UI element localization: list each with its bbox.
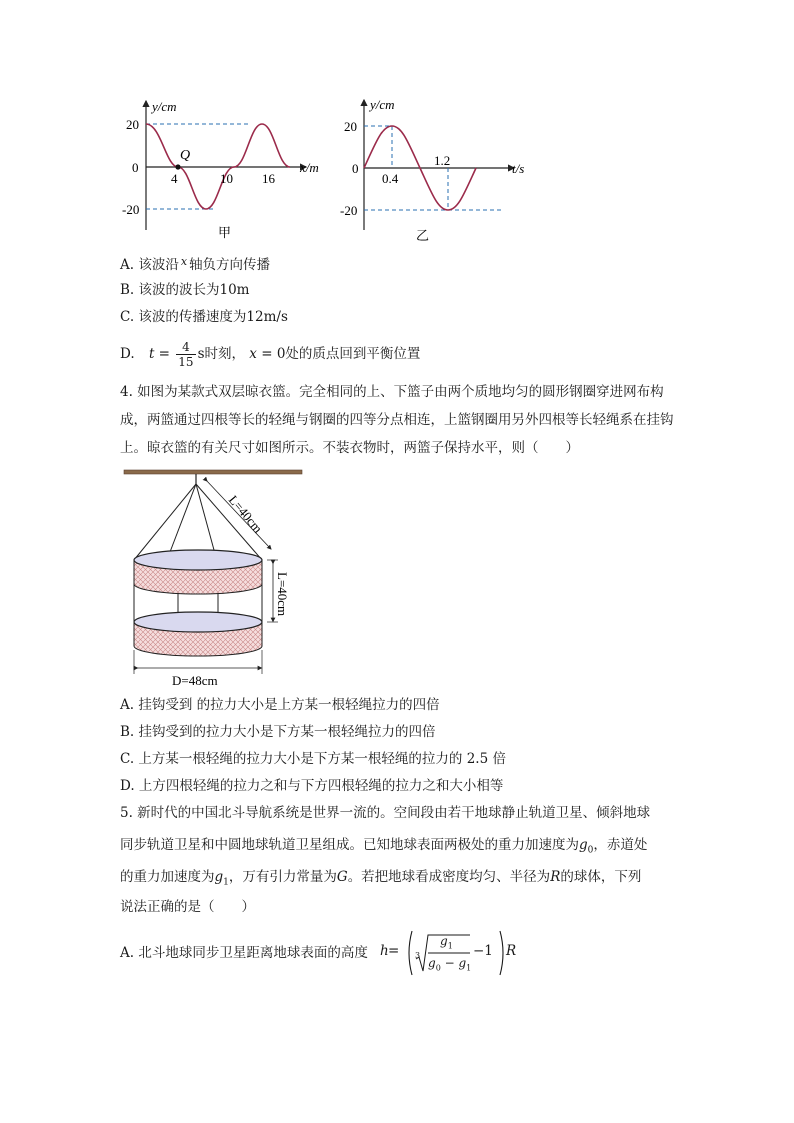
point-q: [175, 164, 180, 169]
y-tick-zero: 0: [132, 160, 139, 175]
point-q-label: Q: [180, 148, 191, 163]
lower-ring: [134, 612, 262, 632]
q5-line-4: 说法正确的是（ ）: [120, 899, 255, 915]
x-axis-label: x/m: [300, 160, 319, 175]
q4-option-c: C. 上方某一根轻绳的拉力大小是下方某一根轻绳的拉力的 2.5 倍: [120, 751, 506, 767]
q5-line-2: 同步轨道卫星和中圆地球轨道卫星组成。已知地球表面两极处的重力加速度为$g_0$，赤道处: [120, 837, 648, 856]
q4-option-d: D. 上方四根轻绳的拉力之和与下方四根轻绳的拉力之和大小相等: [120, 778, 504, 794]
option-a: A. 该波沿 $^x$ 轴负方向传播: [120, 255, 271, 273]
y-tick-zero: 0: [352, 161, 359, 176]
q5-option-a: A. 北斗地球同步卫星距离地球表面的高度: [120, 945, 368, 961]
question-4-stem: 4. 如图为某款式双层晾衣篮。完全相同的上、下篮子由两个质地均匀的圆形钢圈穿进网布构成，两篮通过四根等长的轻绳与钢圈的四等分点相连，上篮钢圈用另外四根等长轻绳系在挂钩上。晾衣篮的有关尺寸如图所示。不装衣物时，两篮子保持水平，则（ ）: [120, 384, 674, 456]
dim-diameter: D=48cm: [172, 673, 218, 688]
x-tick-4: 4: [171, 171, 178, 186]
y-tick-bottom: -20: [122, 202, 140, 217]
option-c: C. 该波的传播速度为12m/s: [120, 309, 288, 325]
option-d: D. t = $\frac{4}{15}$ s时刻， x = 0处的质点回到平衡位置: [120, 340, 421, 369]
dim-upper-rope: L=40cm: [225, 492, 266, 536]
figure-caption-jia: 甲: [218, 225, 232, 240]
vibration-graph-yi: [336, 92, 546, 247]
dim-lower-rope: L=40cm: [275, 572, 290, 617]
fraction-4-15: $\frac{4}{15}$: [178, 340, 194, 369]
height-formula: h = 3 $g_1$ $g_0 - g_1$ −1 R: [380, 929, 530, 977]
option-b: B. 该波的波长为10m: [120, 282, 250, 298]
drying-basket-figure: [118, 462, 318, 690]
y-axis-label: y/cm: [370, 97, 395, 112]
t-tick-0.4: 0.4: [382, 171, 399, 186]
wave-graph-jia: [118, 95, 338, 245]
x-tick-16: 16: [262, 171, 275, 186]
y-tick-top: 20: [344, 119, 357, 134]
figure-caption-yi: 乙: [416, 228, 430, 243]
q5-line-3: 的重力加速度为$g_1$，万有引力常量为G。若把地球看成密度均匀、半径为R的球体，下列: [120, 869, 642, 888]
y-axis-label: y/cm: [152, 99, 177, 114]
t-tick-1.2: 1.2: [434, 153, 451, 168]
q4-option-b: B. 挂钩受到的拉力大小是下方某一根轻绳拉力的四倍: [120, 724, 436, 740]
y-tick-bottom: -20: [340, 203, 358, 218]
t-axis-label: t/s: [512, 161, 525, 176]
q5-line-1: 5. 新时代的中国北斗导航系统是世界一流的。空间段由若干地球静止轨道卫星、倾斜地球: [120, 805, 651, 821]
hanging-bar: [124, 470, 302, 474]
x-tick-10: 10: [220, 171, 233, 186]
y-tick-top: 20: [126, 117, 139, 132]
q4-option-a: A. 挂钩受到 的拉力大小是上方某一根轻绳拉力的四倍: [120, 697, 440, 713]
upper-ring: [134, 550, 262, 570]
